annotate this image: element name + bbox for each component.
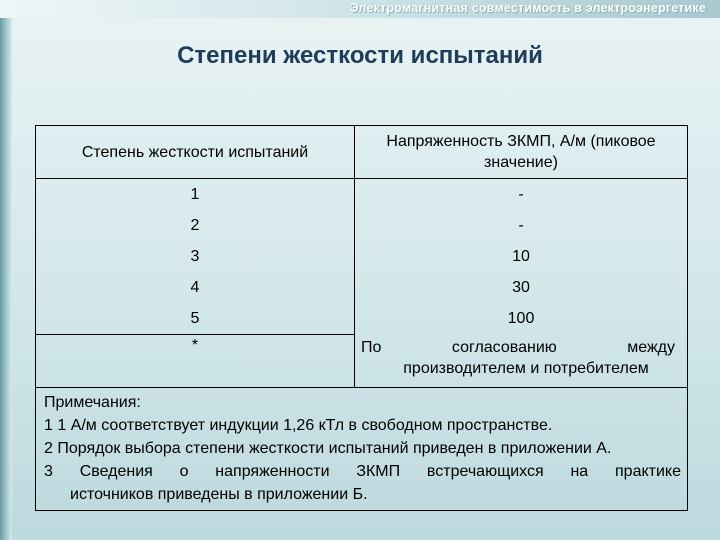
notes-heading: Примечания: [44, 394, 141, 411]
cell-intensity: - [518, 216, 524, 234]
cell-level: * [36, 335, 355, 388]
cell-level: 5 [36, 303, 355, 335]
table-row [36, 210, 687, 241]
page-title: Степени жесткости испытаний [177, 42, 543, 69]
column-header-level: Степень жесткости испытаний [36, 126, 355, 179]
notes-block [36, 387, 687, 510]
cell-intensity: 30 [512, 278, 530, 296]
severity-table-box [35, 125, 688, 511]
left-decor-bar [0, 0, 12, 540]
table-row [36, 272, 687, 303]
note-3-line-2: источников приведены в приложении Б. [70, 486, 368, 503]
severity-table [36, 126, 687, 387]
special-line-1: По согласованию между [361, 338, 675, 356]
cell-level: 3 [36, 241, 355, 272]
column-header-intensity: Напряженность ЗКМП, А/м (пиковое значение) [355, 126, 688, 179]
top-header-bar [0, 0, 720, 18]
table-row [36, 241, 687, 272]
table-row [36, 179, 687, 211]
note-2: 2 Порядок выбора степени жесткости испытаний приведен в приложении А. [44, 440, 612, 457]
special-line-2: производителем и потребителем [403, 359, 649, 377]
cell-level: 4 [36, 272, 355, 303]
table-header-row [36, 126, 687, 179]
note-1: 1 1 А/м соответствует индукции 1,26 кТл в свободном пространстве. [44, 417, 553, 434]
cell-intensity-special [355, 335, 688, 388]
table-row [36, 303, 687, 335]
cell-level: 2 [36, 210, 355, 241]
table-row-special [36, 335, 687, 388]
note-3-line-1: 3 Сведения о напряженности ЗКМП встречающихся на практике [44, 463, 681, 480]
cell-intensity: 10 [512, 247, 530, 265]
cell-intensity: 100 [507, 309, 535, 327]
cell-intensity: - [518, 185, 524, 203]
cell-level: 1 [36, 179, 355, 211]
header-text: Электромагнитная совместимость в электроэнергетике [349, 1, 706, 15]
